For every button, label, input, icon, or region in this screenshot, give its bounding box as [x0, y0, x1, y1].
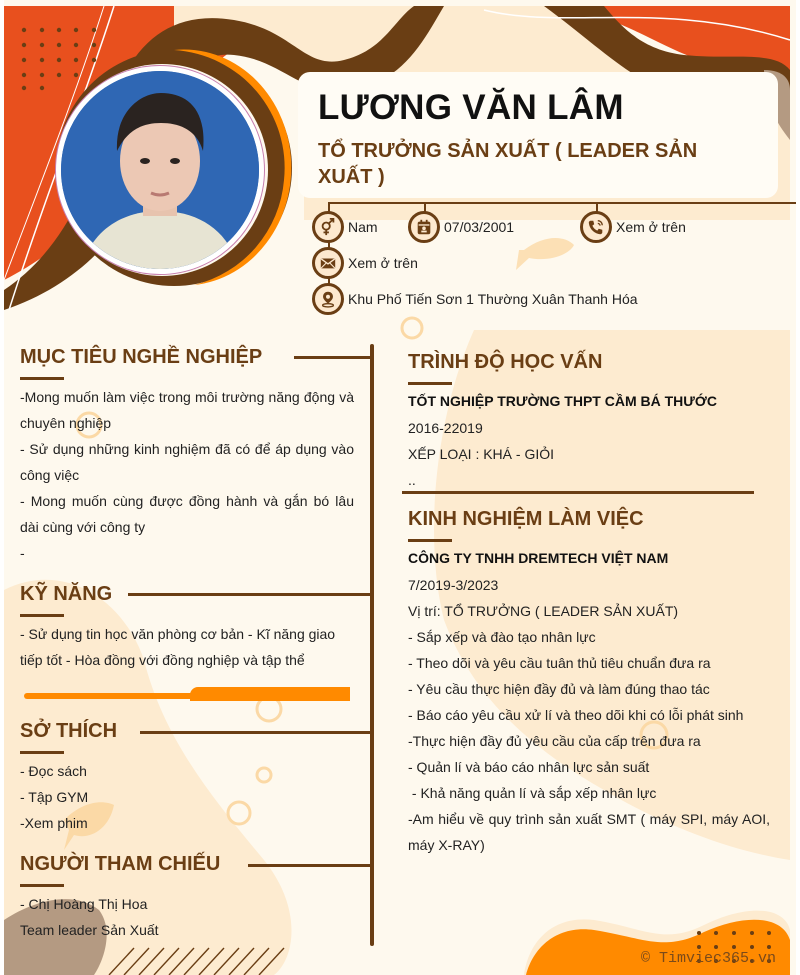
- hobby-item: -Xem phim: [20, 815, 88, 831]
- education-note: ..: [408, 472, 416, 488]
- section-title: TRÌNH ĐỘ HỌC VẤN: [408, 351, 603, 373]
- timeline-divider: [370, 344, 374, 946]
- section-references: [20, 853, 320, 943]
- section-title: NGƯỜI THAM CHIẾU: [20, 853, 221, 875]
- contact-info: [304, 200, 796, 320]
- contact-birthday: [408, 210, 514, 244]
- company-name: CÔNG TY TNHH DREMTECH VIỆT NAM: [408, 550, 669, 566]
- section-education: [408, 351, 768, 493]
- watermark: © Timviec365.vn: [640, 950, 776, 967]
- candidate-name: LƯƠNG VĂN LÂM: [318, 88, 624, 127]
- hobby-item: - Đọc sách: [20, 763, 87, 779]
- avatar: [56, 66, 264, 274]
- contact-address: [312, 282, 638, 316]
- calendar-icon: [408, 211, 440, 243]
- portrait-photo: [61, 71, 259, 269]
- duty-item: - Quản lí và báo cáo nhân lực sản suất: [408, 759, 650, 775]
- envelope-icon: [312, 247, 344, 279]
- section-hobbies: [20, 720, 320, 836]
- title-underline: [20, 377, 64, 380]
- duty-item: - Yêu cầu thực hiện đầy đủ và làm đúng thao tác: [408, 681, 710, 697]
- section-title: KỸ NĂNG: [20, 583, 113, 605]
- contact-gender: [312, 210, 378, 244]
- address-value: Khu Phố Tiến Sơn 1 Thường Xuân Thanh Hóa: [348, 291, 638, 307]
- reference-name: - Chị Hoàng Thị Hoa: [20, 896, 148, 912]
- title-underline: [20, 751, 64, 754]
- section-title: KINH NGHIỆM LÀM VIỆC: [408, 508, 644, 530]
- location-pin-icon: [312, 283, 344, 315]
- skills-text: - Sử dụng tin học văn phòng cơ bản - Kĩ năng giao tiếp tốt - Hòa đồng với đồng nghiệp và tập thể: [20, 626, 336, 668]
- duty-item: - Khả năng quản lí và sắp xếp nhân lực: [408, 785, 657, 801]
- title-underline: [408, 382, 452, 385]
- duty-item: - Báo cáo yêu cầu xử lí và theo dõi khi có lỗi phát sinh: [408, 707, 744, 723]
- section-experience: [408, 508, 770, 858]
- header-card: [298, 72, 778, 198]
- education-grade: XẾP LOẠI : KHÁ - GIỎI: [408, 446, 555, 462]
- title-underline: [20, 614, 64, 617]
- section-title: SỞ THÍCH: [20, 720, 118, 742]
- education-period: 2016-22019: [408, 420, 483, 436]
- duty-item: -Thực hiện đầy đủ yêu cầu của cấp trên đưa ra: [408, 733, 701, 749]
- objective-line: -: [20, 545, 25, 561]
- objective-text: [20, 384, 354, 566]
- contact-email: [312, 246, 418, 280]
- phone-icon: [580, 211, 612, 243]
- title-underline: [20, 884, 64, 887]
- objective-line: - Mong muốn cùng được đồng hành và gắn bó lâu dài cùng với công ty: [20, 493, 354, 535]
- experience-period: 7/2019-3/2023: [408, 577, 499, 593]
- reference-role: Team leader Sản Xuất: [20, 922, 159, 938]
- section-title: MỤC TIÊU NGHỀ NGHIỆP: [20, 346, 263, 368]
- objective-line: - Sử dụng những kinh nghiệm đã có để áp dụng vào công việc: [20, 441, 354, 483]
- section-skills: [20, 583, 354, 701]
- birthday-value: 07/03/2001: [444, 219, 515, 235]
- title-underline: [408, 539, 452, 542]
- email-value: Xem ở trên: [348, 255, 418, 271]
- hobby-item: - Tập GYM: [20, 789, 89, 805]
- job-title: TỔ TRƯỞNG SẢN XUẤT ( LEADER SẢN XUẤT ): [318, 140, 698, 188]
- cv-page: [4, 0, 796, 975]
- school-name: TỐT NGHIỆP TRƯỜNG THPT CẦM BÁ THƯỚC: [408, 393, 717, 409]
- duty-item: - Sắp xếp và đào tạo nhân lực: [408, 629, 596, 645]
- phone-value: Xem ở trên: [616, 219, 686, 235]
- skill-bar: [20, 687, 350, 701]
- duty-item: - Theo dõi và yêu cầu tuân thủ tiêu chuẩn đưa ra: [408, 655, 711, 671]
- gender-value: Nam: [348, 219, 378, 235]
- contact-phone: [580, 210, 686, 244]
- section-objective: [20, 346, 354, 566]
- duty-item: -Am hiểu về quy trình sản xuất SMT ( máy SPI, máy AOI, máy X-RAY): [408, 811, 770, 853]
- experience-position: Vị trí: TỔ TRƯỞNG ( LEADER SẢN XUẤT): [408, 603, 679, 619]
- gender-icon: [312, 211, 344, 243]
- objective-line: -Mong muốn làm việc trong môi trường năng động và chuyên nghiệp: [20, 389, 354, 431]
